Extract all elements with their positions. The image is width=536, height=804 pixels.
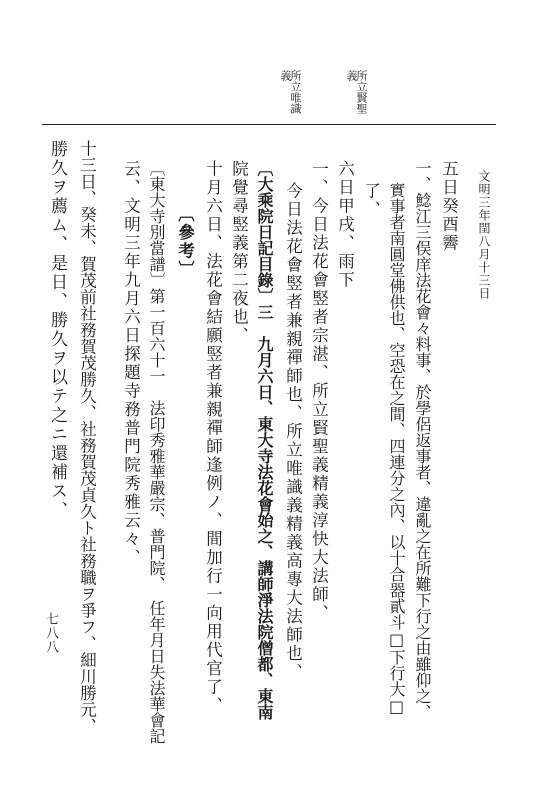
text-column-9: 院覺尋竪義第二夜也、: [229, 160, 249, 345]
text-column-5: 六日甲戌、雨下: [335, 160, 355, 290]
margin-note-1-tail: 義: [345, 70, 358, 81]
page-number: 七八八: [43, 612, 58, 654]
text-column-7: 今日法花會竪者兼親禪師也、所立唯識義精義高專大法師也、: [283, 182, 303, 682]
margin-note-2-main: 所立唯識: [289, 70, 302, 114]
running-title: 文明三年閏八月十三日: [477, 170, 491, 300]
text-column-8: 〔大乘院日記目錄〕三 九月六日、東大寺法花會始之、講師淨法院僧都、東南: [255, 160, 274, 720]
text-column-10: 十月六日、法花會結願竪者兼親禪師逢例ノ、間加行一向用代官了、: [203, 160, 223, 715]
text-column-15: 勝久ヲ薦ム、是日、勝久ヲ以テ之ニ還補ス、: [47, 140, 67, 520]
text-column-2: 一、鯰江三俣庠法花會々料事、於學侶返事者、違亂之在所難下行之由雖仰之、: [413, 160, 432, 720]
header-rule: [42, 124, 496, 125]
margin-note-1-main: 所立賢聖: [355, 70, 368, 114]
text-column-11: 〔參考〕: [175, 205, 195, 279]
text-column-14: 十三日、癸未、賀茂前社務賀茂勝久、社務賀茂貞久ト社務職ヲ爭フ、細川勝元、: [77, 140, 97, 734]
text-column-6: 一、今日法花會竪者宗湛、所立賢聖義精義淳快大法師、: [309, 160, 329, 623]
text-column-13: 云、文明三年九月六日探題寺務普門院秀雅云々、: [121, 160, 141, 567]
margin-note-2-tail: 義: [279, 70, 292, 81]
text-column-4: 了、: [361, 182, 381, 219]
text-column-3: 實事者南圓堂佛供也、空恐在之間、四連分之內、以十合器貳斗□下行大□: [387, 182, 406, 716]
text-column-1: 五日癸酉霽: [439, 160, 459, 253]
text-column-12: 〔東大寺別當譜〕第一百六十一 法印秀雅華嚴宗、普門院、 任年月日失法華會記: [147, 160, 166, 744]
